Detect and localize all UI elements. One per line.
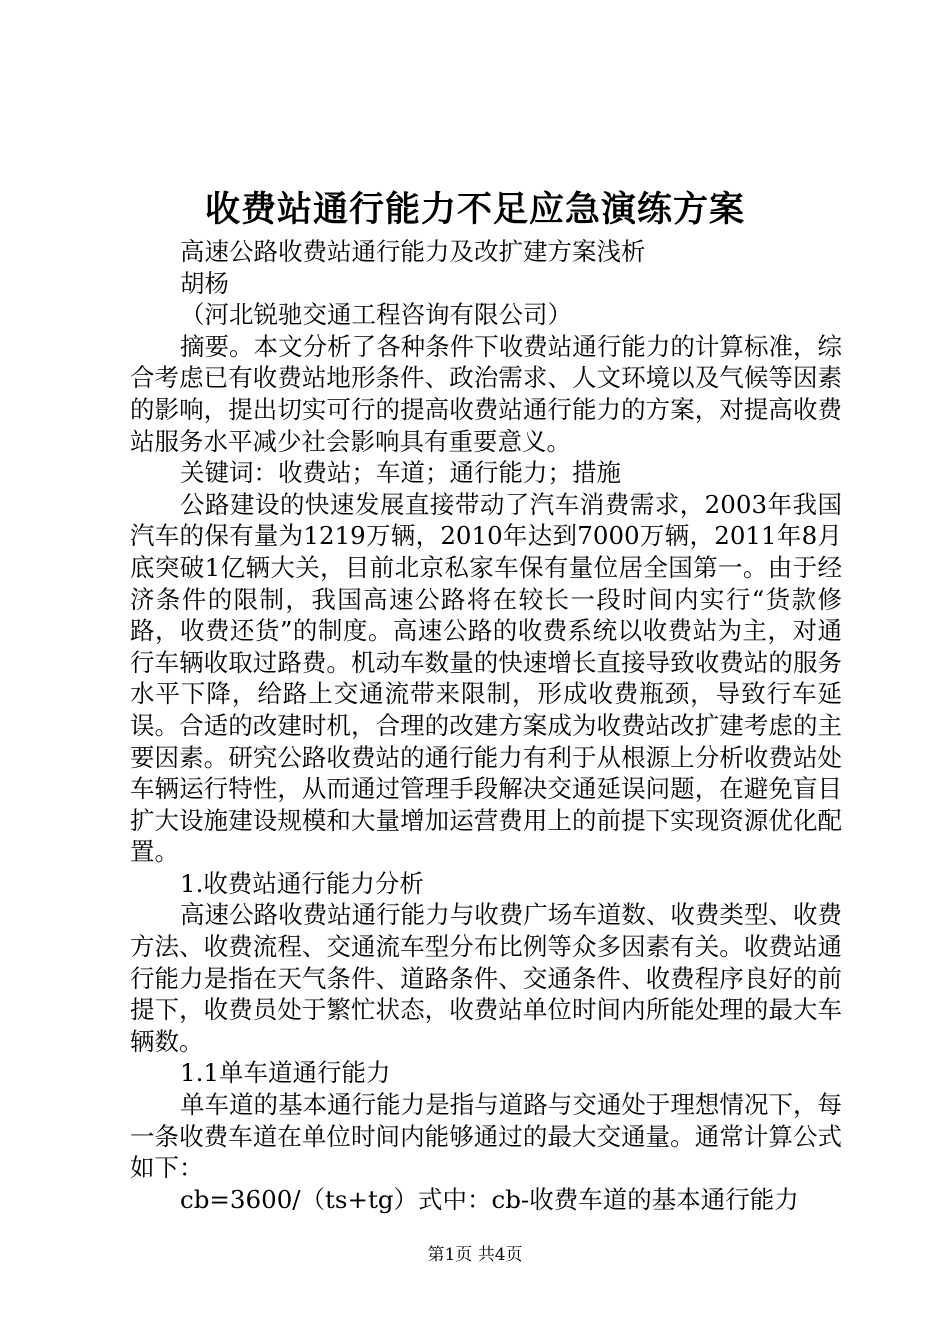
document-body [130,236,842,1215]
author-paragraph: 胡杨 [180,268,229,298]
document-title: 收费站通行能力不足应急演练方案 [204,189,745,230]
section-1-paragraph: 高速公路收费站通行能力与收费广场车道数、收费类型、收费方法、收费流程、交通流车型分布比例等众多因素有关。收费站通行能力是指在天气条件、道路条件、交通条件、收费程序良好的前提下，收费员处于繁忙状态，收费站单位时间内所能处理的最大车辆数。 [130,900,842,1056]
page-footer: 第1页 共4页 [427,1245,523,1265]
section-1-1-paragraph: 单车道的基本通行能力是指与道路与交通处于理想情况下，每一条收费车道在单位时间内能够通过的最大交通量。通常计算公式如下： [130,1090,842,1183]
intro-paragraph: 公路建设的快速发展直接带动了汽车消费需求，2003年我国汽车的保有量为1219万辆，2010年达到7000万辆，2011年8月底突破1亿辆大关，目前北京私家车保有量位居全国第一。由于经济条件的限制，我国高速公路将在较长一段时间内实行“货款修路，收费还货”的制度。高速公路的收费系统以收费站为主，对通行车辆收取过路费。机动车数量的快速增长直接导致收费站的服务水平下降，给路上交通流带来限制，形成收费瓶颈，导致行车延误。合适的改建时机，合理的改建方案成为收费站改扩建考虑的主要因素。研究公路收费站的通行能力有利于从根源上分析收费站处车辆运行特性，从而通过管理手段解决交通延误问题，在避免盲目扩大设施建设规模和大量增加运营费用上的前提下实现资源优化配置。 [130,489,842,867]
section-heading-1-1: 1.1单车道通行能力 [180,1058,391,1088]
keywords-paragraph: 关键词：收费站；车道；通行能力；措施 [180,458,621,488]
formula-paragraph: cb=3600/（ts+tg）式中：cb-收费车道的基本通行能力 [180,1184,799,1214]
affiliation-paragraph: （河北锐驰交通工程咨询有限公司） [180,300,572,330]
section-heading-1: 1.收费站通行能力分析 [180,868,424,898]
abstract-paragraph: 摘要。本文分析了各种条件下收费站通行能力的计算标准，综合考虑已有收费站地形条件、政治需求、人文环境以及气候等因素的影响，提出切实可行的提高收费站通行能力的方案，对提高收费站服务水平减少社会影响具有重要意义。 [130,331,842,456]
subtitle-paragraph: 高速公路收费站通行能力及改扩建方案浅析 [180,237,646,266]
